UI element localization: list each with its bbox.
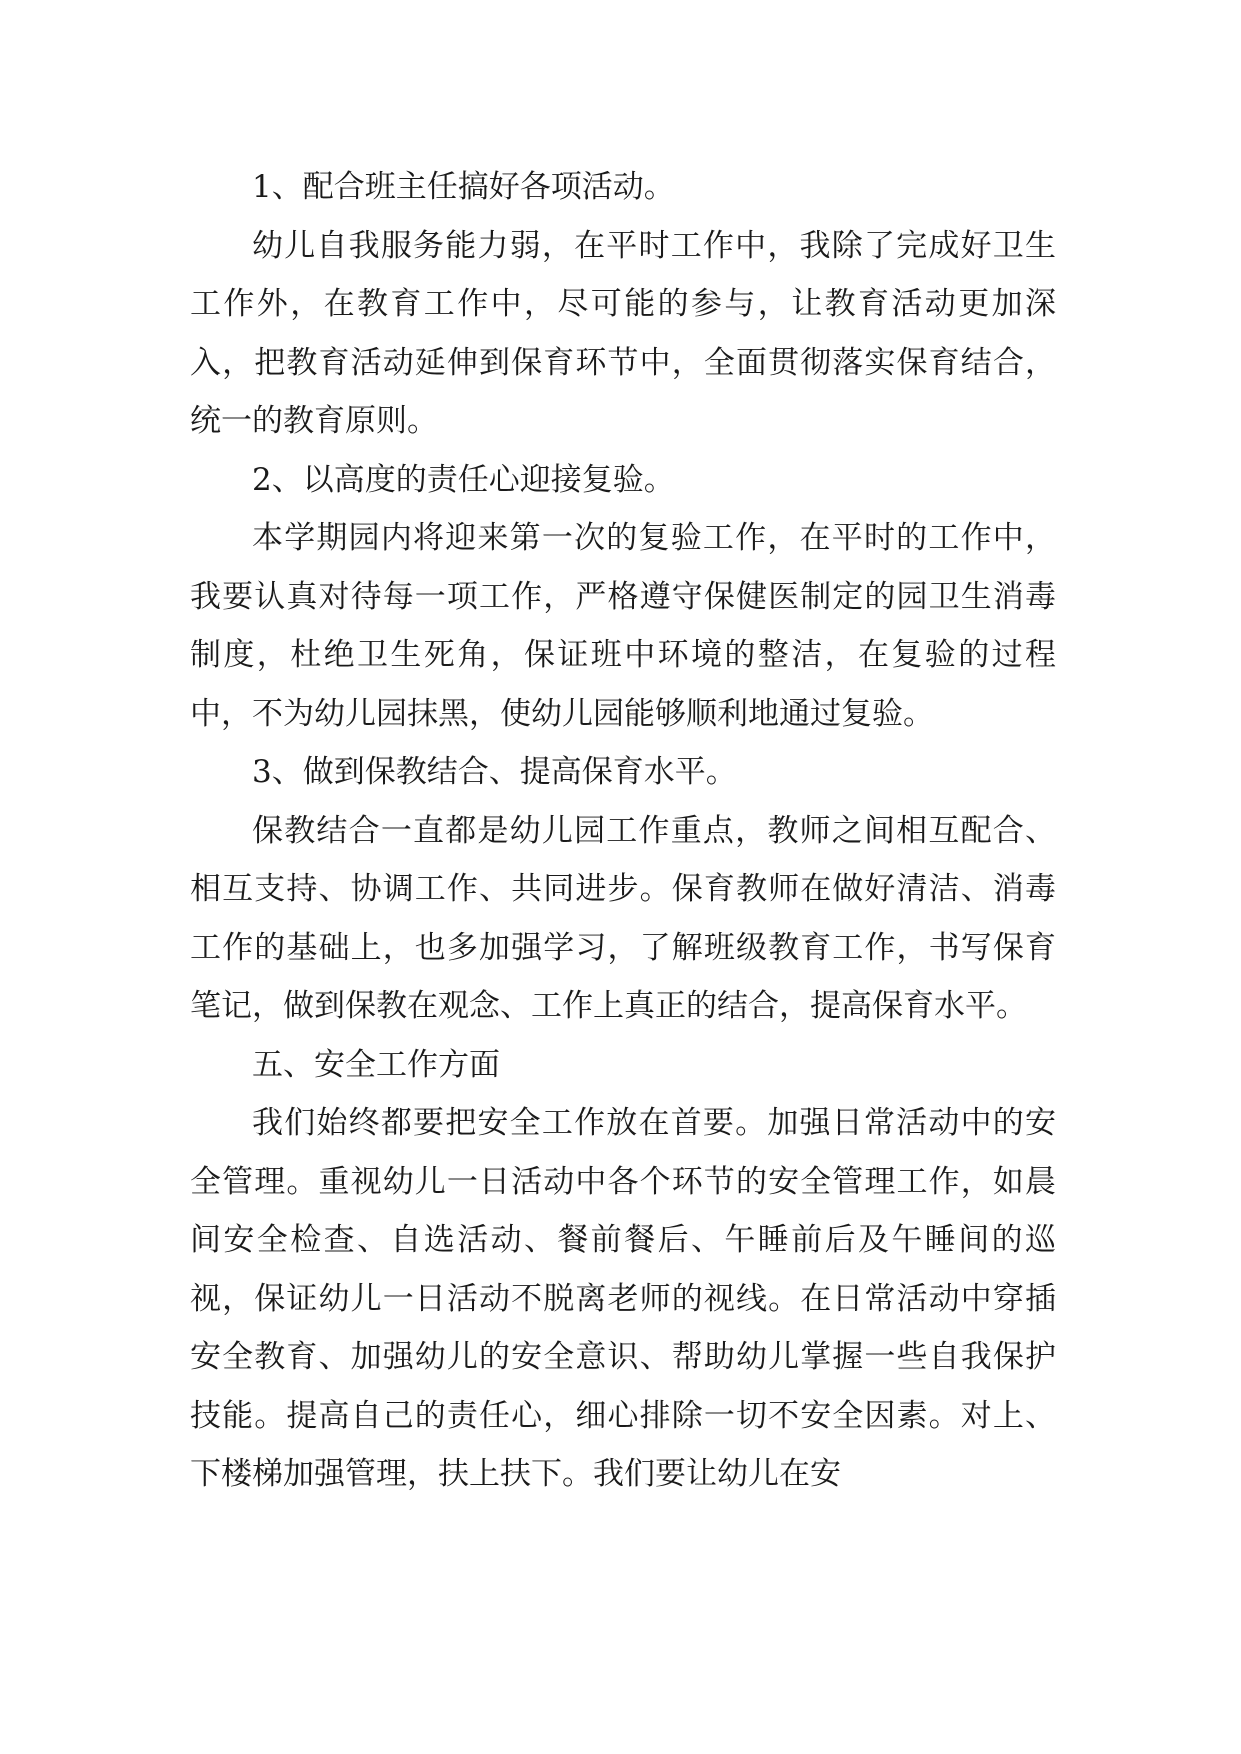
item-heading-3: 3、做到保教结合、提高保育水平。 bbox=[252, 754, 737, 790]
paragraph-care-education: 保教结合一直都是幼儿园工作重点，教师之间相互配合、相互支持、协调工作、共同进步。保育教师在做好清洁、消毒工作的基础上，也多加强学习，了解班级教育工作，书写保育笔记，做到保教在观念、工作上真正的结合，提高保育水平。 bbox=[190, 812, 1056, 1024]
paragraph-reinspection: 本学期园内将迎来第一次的复验工作，在平时的工作中，我要认真对待每一项工作，严格遵守保健医制定的园卫生消毒制度，杜绝卫生死角，保证班中环境的整洁，在复验的过程中，不为幼儿园抹黑，使幼儿园能够顺利地通过复验。 bbox=[190, 520, 1056, 732]
section-heading-safety: 五、安全工作方面 bbox=[252, 1046, 500, 1083]
document-body bbox=[190, 158, 1056, 1504]
item-heading-1: 1、配合班主任搞好各项活动。 bbox=[252, 169, 675, 205]
item-heading-2: 2、以高度的责任心迎接复验。 bbox=[252, 461, 675, 498]
paragraph-self-service: 幼儿自我服务能力弱，在平时工作中，我除了完成好卫生工作外，在教育工作中，尽可能的参与，让教育活动更加深入，把教育活动延伸到保育环节中，全面贯彻落实保育结合，统一的教育原则。 bbox=[190, 227, 1056, 439]
paragraph-safety: 我们始终都要把安全工作放在首要。加强日常活动中的安全管理。重视幼儿一日活动中各个环节的安全管理工作，如晨间安全检查、自选活动、餐前餐后、午睡前后及午睡间的巡视，保证幼儿一日活动不脱离老师的视线。在日常活动中穿插安全教育、加强幼儿的安全意识、帮助幼儿掌握一些自我保护技能。提高自己的责任心，细心排除一切不安全因素。对上、下楼梯加强管理，扶上扶下。我们要让幼儿在安 bbox=[190, 1105, 1056, 1492]
